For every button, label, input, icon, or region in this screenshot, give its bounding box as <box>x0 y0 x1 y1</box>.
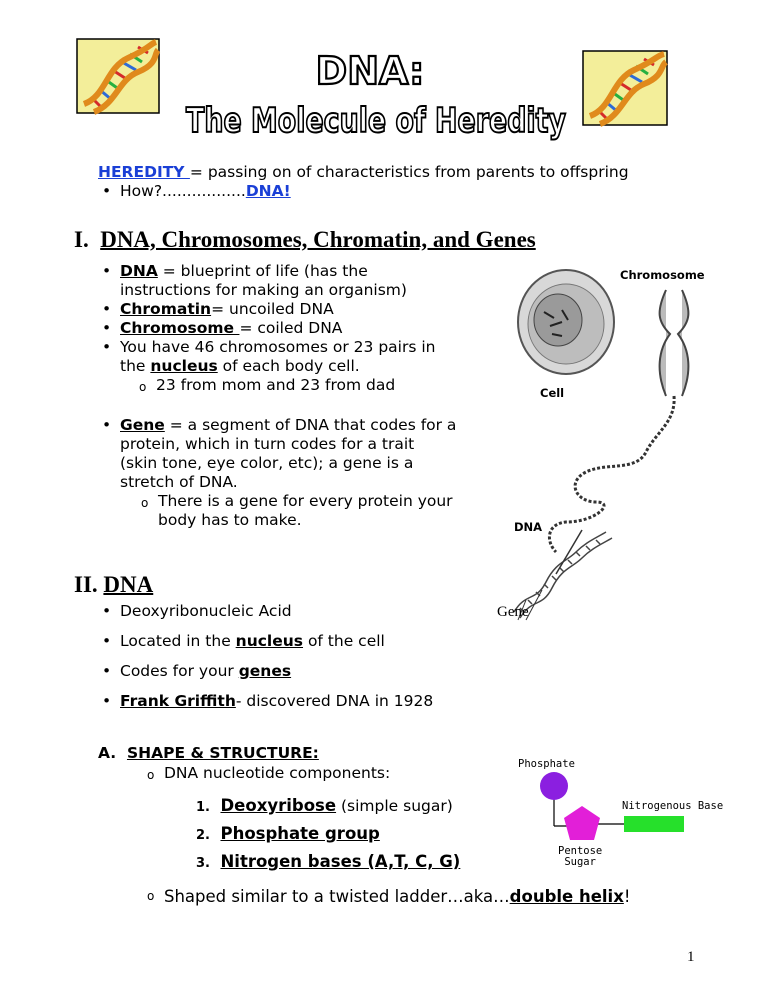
chromatin-fiber <box>549 396 674 552</box>
chromosome-label: Chromosome <box>620 268 705 282</box>
section-1-heading: I. DNA, Chromosomes, Chromatin, and Genes <box>74 227 536 252</box>
section-2-list <box>120 602 480 722</box>
nucleus-shape <box>534 294 582 346</box>
sugar-label: Pentose Sugar <box>558 845 603 868</box>
list-item: • You have 46 chromosomes or 23 pairs in the nucleus of each body cell. <box>120 338 500 376</box>
sub-list-item: o There is a gene for every protein your body has to make. <box>158 492 558 530</box>
phosphate-circle <box>540 772 568 800</box>
list-item: • Deoxyribonucleic Acid <box>120 602 480 632</box>
list-item: 2. Phosphate group <box>196 824 380 843</box>
dna-clipart-left <box>76 38 160 114</box>
list-item: • DNA = blueprint of life (has the instructions for making an organism) <box>120 262 500 300</box>
base-rectangle <box>624 816 684 832</box>
chromosome-shape <box>660 290 689 396</box>
heredity-term: HEREDITY <box>98 163 190 181</box>
page-title <box>170 42 590 142</box>
gene-label: Gene <box>497 604 529 620</box>
section-a-heading: A. SHAPE & STRUCTURE: <box>98 744 319 762</box>
dna-answer: DNA! <box>245 182 291 200</box>
section-2-heading: II. DNA <box>74 572 154 597</box>
phosphate-label: Phosphate <box>518 758 575 770</box>
title-line-2: The Molecule of Heredity <box>186 101 566 141</box>
list-item: • Chromatin= uncoiled DNA <box>120 300 500 319</box>
list-item: • Chromosome = coiled DNA <box>120 319 500 338</box>
component-list <box>196 796 460 880</box>
dna-label: DNA <box>514 520 543 534</box>
list-item: • Frank Griffith- discovered DNA in 1928 <box>120 692 480 722</box>
list-item: • Codes for your genes <box>120 662 480 692</box>
page-number: 1 <box>687 949 695 965</box>
list-item: • Located in the nucleus of the cell <box>120 632 480 662</box>
chromosome-diagram <box>506 262 726 622</box>
sub-list-item: o 23 from mom and 23 from dad <box>156 376 500 395</box>
base-label: Nitrogenous Base <box>622 800 724 812</box>
dna-clipart-right <box>582 50 668 126</box>
double-helix-statement: o Shaped similar to a twisted ladder…aka…double helix! <box>164 887 630 906</box>
heredity-definition: HEREDITY = passing on of characteristics from parents to offspring <box>98 163 629 181</box>
list-item: 3. Nitrogen bases (A,T, C, G) <box>196 852 461 871</box>
gene-item: • Gene = a segment of DNA that codes for a protein, which in turn codes for a trait (skin tone, eye color, etc); a gene is a stretch of DNA. o There is a gene for every protein your body has to make. <box>98 416 498 530</box>
components-label: o DNA nucleotide components: <box>164 764 390 783</box>
list-item: 1. Deoxyribose (simple sugar) <box>196 796 453 815</box>
section-1-list <box>120 262 500 395</box>
heredity-how: • How?.................DNA! <box>120 182 291 201</box>
title-line-1: DNA: <box>315 49 425 93</box>
pentose-pentagon <box>564 806 600 840</box>
cell-label: Cell <box>540 386 565 400</box>
nucleotide-diagram <box>510 754 730 884</box>
